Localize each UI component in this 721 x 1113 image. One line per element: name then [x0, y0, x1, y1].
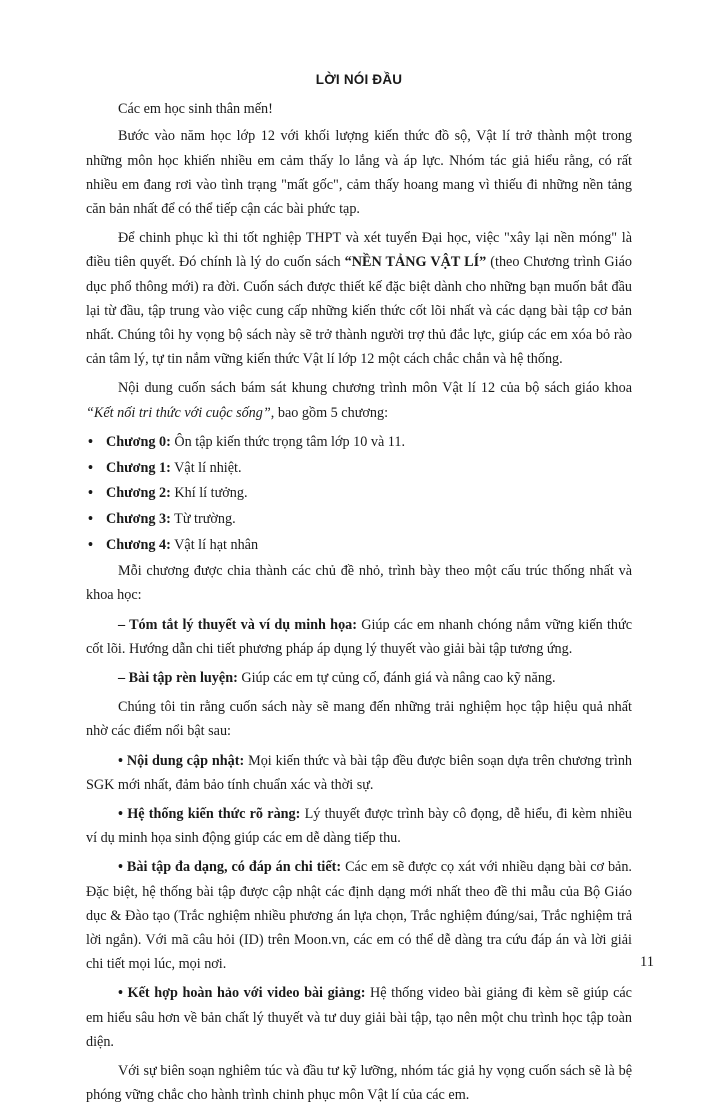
list-item — [88, 507, 632, 531]
highlight-label: • Kết hợp hoàn hảo với video bài giảng: — [118, 985, 366, 1002]
bullet: • — [88, 511, 93, 528]
structure-exercises — [86, 666, 632, 690]
structure-text: Giúp các em nhanh chóng nắm vững kiến thức cốt lõi. Hướng dẫn chi tiết phương pháp áp dụng lý thuyết vào giải bài tập tương ứng. — [86, 616, 632, 657]
highlight-label: • Hệ thống kiến thức rõ ràng: — [118, 806, 301, 823]
chapter-label: Chương 1: — [106, 459, 171, 476]
highlight-updated-content — [86, 749, 632, 797]
highlight-diverse-exercises — [86, 855, 632, 976]
structure-summary — [86, 613, 632, 661]
highlight-label: • Bài tập đa dạng, có đáp án chi tiết: — [118, 859, 342, 876]
chapter-text: Vật lí hạt nhân — [170, 537, 259, 554]
paragraph-highlights-intro: Chúng tôi tin rằng cuốn sách này sẽ mang đến những trải nghiệm học tập hiệu quả nhất nhờ các điểm nổi bật sau: — [86, 699, 632, 740]
highlight-text: Lý thuyết được trình bày cô đọng, dễ hiểu, đi kèm nhiều ví dụ minh họa sinh động giúp các em dễ dàng tiếp thu. — [86, 806, 632, 847]
paragraph-intro: Bước vào năm học lớp 12 với khối lượng kiến thức đồ sộ, Vật lí trở thành một trong những môn học khiến nhiều em cảm thấy lo lắng và áp lực. Nhóm tác giả hiểu rằng, có rất nhiều em đang rơi vào tình trạng "mất gốc", cảm thấy hoang mang vì thiếu đi những nền tảng căn bản nhất để có thể tiếp cận các bài phức tạp. — [86, 128, 632, 218]
list-item — [88, 533, 632, 557]
chapter-text: Ôn tập kiến thức trọng tâm lớp 10 và 11. — [170, 433, 405, 450]
chapter-label: Chương 0: — [106, 433, 171, 450]
bullet: • — [88, 459, 93, 476]
highlight-text: Mọi kiến thức và bài tập đều được biên soạn dựa trên chương trình SGK mới nhất, đảm bảo tính chuẩn xác và thời sự. — [86, 752, 633, 793]
chapter-label: Chương 2: — [106, 485, 171, 502]
highlight-text: Hệ thống video bài giảng đi kèm sẽ giúp các em hiểu sâu hơn về bản chất lý thuyết và tư duy giải bài tập, tạo nên một chu trình học tập toàn diện. — [86, 985, 632, 1050]
bullet: • — [88, 537, 93, 554]
chapter-label: Chương 3: — [106, 511, 171, 528]
structure-label: – Bài tập rèn luyện: — [118, 670, 238, 687]
chapter-text: Vật lí nhiệt. — [170, 459, 242, 476]
paragraph-purpose-before: Để chinh phục kì thi tốt nghiệp THPT và xét tuyển Đại học, việc "xây lại nền móng" là điều tiên quyết. Đó chính là lý do cuốn sách — [86, 230, 632, 271]
page-content — [86, 68, 632, 1113]
textbook-series: “Kết nối tri thức với cuộc sống” — [86, 404, 271, 421]
paragraph-purpose — [86, 226, 632, 371]
chapter-text: Khí lí tưởng. — [170, 485, 248, 502]
page-number: 11 — [640, 954, 654, 970]
greeting: Các em học sinh thân mến! — [118, 101, 273, 118]
paragraph-structure: Mỗi chương được chia thành các chủ đề nhỏ, trình bày theo một cấu trúc thống nhất và khoa học: — [86, 563, 632, 604]
highlight-text: Các em sẽ được cọ xát với nhiều dạng bài cơ bản. Đặc biệt, hệ thống bài tập được cập nhật các định dạng mới nhất theo đề thi mẫu của Bộ Giáo dục & Đào tạo (Trắc nghiệm nhiều phương án lựa chọn, Trắc nghiệm đúng/sai, Trắc nghiệm trả lời ngắn). Với mã câu hỏi (ID) trên Moon.vn, các em có thể dễ dàng tra cứu đáp án và lời giải chi tiết mọi lúc, mọi nơi. — [86, 859, 632, 973]
page-title: LỜI NÓI ĐẦU — [315, 72, 403, 87]
structure-label: – Tóm tắt lý thuyết và ví dụ minh họa: — [118, 616, 357, 633]
list-item — [88, 481, 632, 505]
chapter-list — [86, 430, 632, 557]
chapter-text: Từ trường. — [170, 511, 236, 528]
paragraph-content — [86, 376, 632, 424]
bullet: • — [88, 485, 93, 502]
structure-text: Giúp các em tự củng cố, đánh giá và nâng cao kỹ năng. — [237, 670, 556, 687]
list-item — [88, 456, 632, 480]
bullet: • — [88, 433, 93, 450]
highlight-label: • Nội dung cập nhật: — [118, 752, 245, 769]
book-name: “NỀN TẢNG VẬT LÍ” — [344, 254, 487, 271]
list-item — [88, 430, 632, 454]
paragraph-content-before: Nội dung cuốn sách bám sát khung chương trình môn Vật lí 12 của bộ sách giáo khoa — [118, 380, 632, 397]
highlight-video-lectures — [86, 981, 632, 1054]
paragraph-content-after: , bao gồm 5 chương: — [270, 404, 389, 421]
paragraph-purpose-after: (theo Chương trình Giáo dục phổ thông mới) ra đời. Cuốn sách được thiết kế đặc biệt dành cho những bạn muốn bắt đầu lại từ đầu, tập trung vào việc cung cấp những kiến thức cốt lõi nhất và các dạng bài tập cơ bản nhất. Chúng tôi hy vọng bộ sách này sẽ trở thành người trợ thủ đắc lực, giúp các em xóa bỏ rào cản tâm lý, tự tin nắm vững kiến thức Vật lí lớp 12 một cách chắc chắn và hệ thống. — [86, 254, 632, 368]
chapter-label: Chương 4: — [106, 537, 171, 554]
highlight-clear-system — [86, 802, 632, 850]
paragraph-closing: Với sự biên soạn nghiêm túc và đầu tư kỹ lưỡng, nhóm tác giả hy vọng cuốn sách sẽ là bệ phóng vững chắc cho hành trình chinh phục môn Vật lí của các em. — [86, 1063, 632, 1104]
